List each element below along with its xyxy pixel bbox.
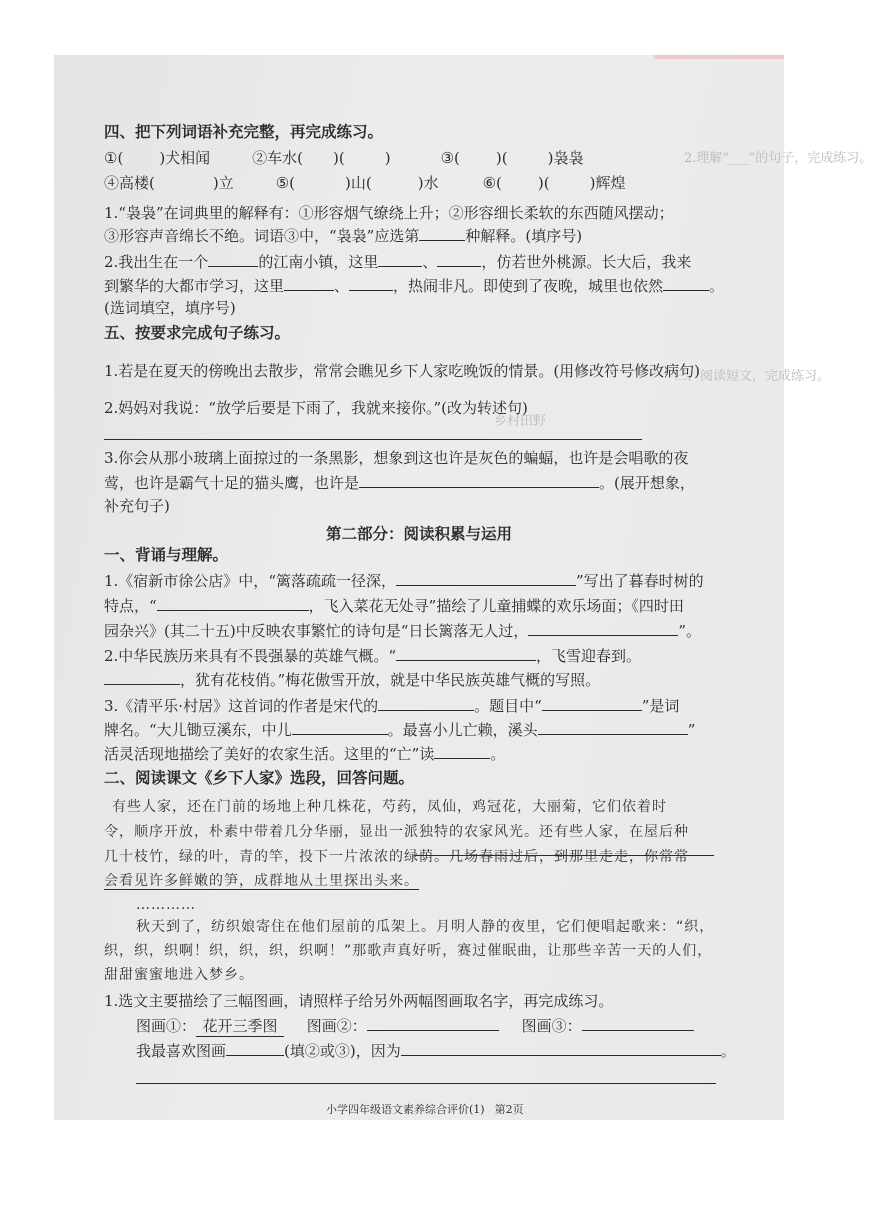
exam-page — [54, 55, 872, 1120]
part5-q3-line3: 补充句子) — [104, 497, 170, 515]
answer-blank[interactable] — [292, 720, 388, 735]
passage-p2-line1: 秋天到了，纺织娘寄住在他们屋前的瓜架上。月明人静的夜里，它们便唱起歌来：“织， — [136, 919, 715, 935]
part4-q2-line2: 到繁华的大都市学习，这里 、 ，热闹非凡。即使到了夜晚，城里也依然 。 — [104, 277, 725, 295]
answer-line[interactable] — [104, 439, 642, 440]
part5-q1: 1.若是在夏天的傍晚出去散步，常常会瞧见乡下人家吃晚饭的情景。(用修改符号修改病句) — [104, 362, 701, 380]
page-footer: 小学四年级语文素养综合评价(1) 第2页 — [326, 1103, 524, 1116]
answer-blank[interactable] — [378, 696, 474, 711]
answer-blank[interactable] — [226, 1041, 284, 1056]
recite-q3-line3: 活灵活现地描绘了美好的农家生活。这里的“亡”读 。 — [104, 745, 506, 763]
answer-blank[interactable] — [284, 276, 334, 291]
passage-ellipsis: ………… — [136, 897, 196, 913]
page-edge-mark — [654, 55, 784, 59]
student-underline-mark — [414, 855, 714, 856]
answer-blank[interactable] — [378, 252, 422, 267]
part4-heading: 四、把下列词语补充完整，再完成练习。 — [104, 122, 384, 141]
answer-blank[interactable] — [396, 646, 536, 661]
part4-q2-line1: 2.我出生在一个 的江南小镇，这里 、 ，仿若世外桃源。长大后，我来 — [104, 253, 692, 271]
bleed-through-text: 乡村田野 — [494, 414, 547, 429]
answer-blank[interactable] — [582, 1016, 694, 1031]
passage-p2-line2: 织，织，织啊！织，织，织，织啊！”那歌声真好听，赛过催眠曲，让那些辛苦一天的人们， — [104, 943, 713, 959]
part5-heading: 五、按要求完成句子练习。 — [104, 323, 291, 342]
passage-p1-line4: 会看见许多鲜嫩的笋，成群地从土里探出头来。 — [104, 873, 419, 889]
answer-blank[interactable] — [208, 252, 258, 267]
answer-blank[interactable] — [663, 276, 709, 291]
reading-q1: 1.选文主要描绘了三幅图画，请照样子给另外两幅图画取名字，再完成练习。 — [104, 992, 614, 1010]
answer-blank[interactable] — [349, 276, 393, 291]
answer-blank[interactable] — [528, 621, 678, 636]
part4-q1-line2: ③形容声音绵长不绝。词语③中，“袅袅”应选第 种解释。(填序号) — [104, 227, 583, 245]
recite-q3-line1: 3.《清平乐·村居》这首词的作者是宋代的 。题目中“ ”是词 — [104, 697, 680, 715]
passage-p1-line2: 令，顺序开放，朴素中带着几分华丽，显出一派独特的农家风光。还有些人家，在屋后种 — [104, 824, 689, 840]
recite-q1-line2: 特点，“ ，飞入菜花无处寻”描绘了儿童捕蝶的欢乐场面；《四时田 — [104, 597, 684, 615]
answer-blank[interactable] — [419, 226, 465, 241]
favourite-row: 我最喜欢图画 (填②或③)，因为 。 — [136, 1042, 736, 1060]
picture-names-row: 图画①： 花开三季图 图画②： 图画③： — [136, 1016, 694, 1037]
part5-q3-line1: 3.你会从那小玻璃上面掠过的一条黑影，想象到这也许是灰色的蝙蝠，也许是会唱歌的夜 — [104, 449, 689, 467]
recite-q2-line1: 2.中华民族历来具有不畏强暴的英雄气概。“ ，飞雪迎春到。 — [104, 647, 641, 665]
idiom-row-1: ①( )犬相闻 ②车水( )( ) ③( )( )袅袅 — [104, 149, 584, 167]
recite-q3-line2: 牌名。“大儿锄豆溪东，中儿 。最喜小儿亡赖，溪头 ” — [104, 721, 696, 739]
reading-heading: 二、阅读课文《乡下人家》选段，回答问题。 — [104, 768, 415, 787]
recite-heading: 一、背诵与理解。 — [104, 545, 229, 564]
part5-q2: 2.妈妈对我说：“放学后要是下雨了，我就来接你。”(改为转述句) — [104, 399, 528, 417]
part4-q1-line1: 1.“袅袅”在词典里的解释有：①形容烟气缭绕上升；②形容细长柔软的东西随风摆动； — [104, 204, 674, 222]
pic1-answer: 花开三季图 — [196, 1016, 284, 1037]
recite-q2-line2: ，犹有花枝俏。”梅花傲雪开放，就是中华民族英雄气概的写照。 — [104, 670, 600, 690]
bleed-through-text: 三、阅读短文，完成练习。 — [674, 369, 831, 384]
answer-blank[interactable] — [434, 744, 490, 759]
idiom-row-2: ④高楼( )立 ⑤( )山( )水 ⑥( )( )辉煌 — [104, 174, 626, 192]
answer-blank[interactable] — [538, 720, 688, 735]
answer-blank[interactable] — [437, 252, 481, 267]
section2-title: 第二部分：阅读积累与运用 — [325, 524, 512, 543]
part5-q3-line2: 莺，也许是霸气十足的猫头鹰，也许是 。(展开想象， — [104, 474, 695, 492]
part4-q2-line3: (选词填空，填序号) — [104, 299, 236, 317]
answer-blank[interactable] — [542, 696, 642, 711]
answer-blank[interactable] — [104, 670, 180, 685]
answer-blank[interactable] — [157, 596, 309, 611]
answer-blank[interactable] — [367, 1016, 499, 1031]
answer-line[interactable] — [136, 1083, 716, 1084]
passage-p2-line3: 甜甜蜜蜜地进入梦乡。 — [104, 967, 254, 983]
answer-blank[interactable] — [359, 473, 599, 488]
bleed-through-text: 2.理解“___”的句子，完成练习。 — [684, 151, 872, 166]
answer-blank[interactable] — [401, 1041, 721, 1056]
recite-q1-line3: 园杂兴》(其二十五)中反映农事繁忙的诗句是“日长篱落无人过， ”。 — [104, 622, 702, 640]
passage-p1-line3: 几十枝竹，绿的叶，青的竿，投下一片浓浓的绿荫。几场春雨过后，到那里走走，你常常 — [104, 849, 689, 865]
passage-p1-line1: 有些人家，还在门前的场地上种几株花，芍药，凤仙，鸡冠花，大丽菊，它们依着时 — [112, 799, 667, 815]
answer-blank[interactable] — [396, 571, 576, 586]
recite-q1-line1: 1.《宿新市徐公店》中，“篱落疏疏一径深， ”写出了暮春时树的 — [104, 572, 704, 590]
